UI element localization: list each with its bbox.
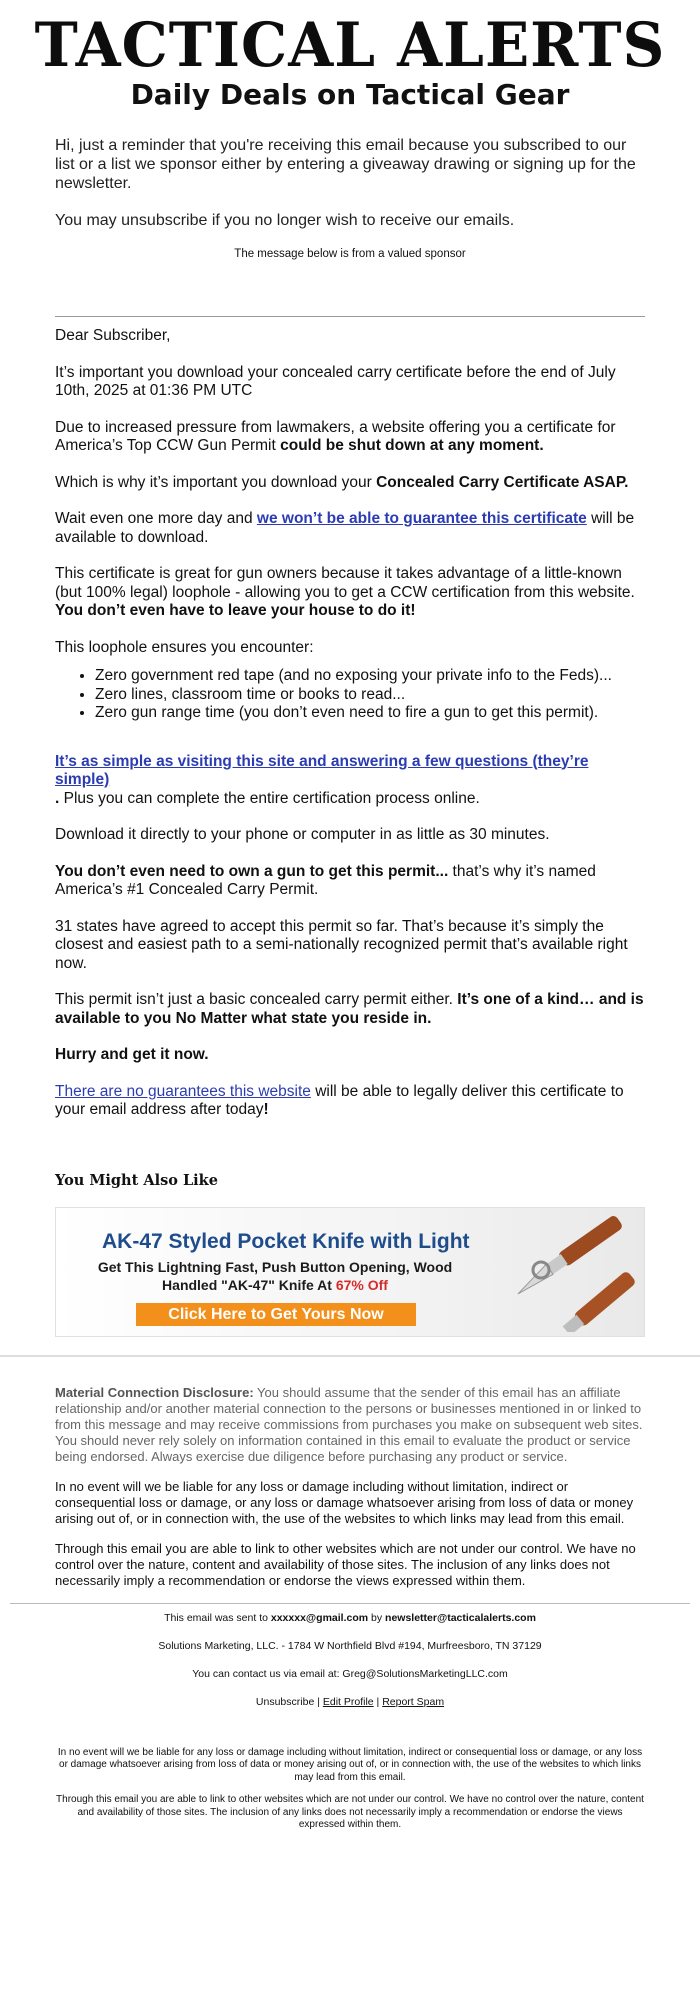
report-spam-link[interactable]: Report Spam	[382, 1695, 445, 1708]
footer-links: Unsubscribe | Edit Profile | Report Spam	[255, 1695, 445, 1708]
material-disclosure: Material Connection Disclosure: You should assume that the sender of this email has an affiliate relationship and/or another material connection to the persons or businesses mentioned in or linked to from this message and may receive commissions from purchases you make on subsequent web sites. You should never rely solely on information contained in this email to evaluate the product or service being endorsed. Always exercise due diligence before purchasing any product or service.	[55, 1384, 643, 1464]
brand-tagline: Daily Deals on Tactical Gear	[130, 78, 570, 111]
liability-text: In no event will we be liable for any loss or damage including without limitation, indirect or consequential loss or damage, or any loss or damage whatsoever arising from loss of data or money arising out of, or in connection with, the use of the websites to which links may lead from this email.	[55, 1478, 634, 1526]
paragraph-asap: Which is why it’s important you download your Concealed Carry Certificate ASAP.	[55, 473, 629, 491]
header-logo	[0, 0, 700, 112]
you-might-also-like-heading: You Might Also Like	[55, 1171, 218, 1189]
divider	[10, 1603, 690, 1604]
paragraph-deadline: It’s important you download your concealed carry certificate before the end of July 10th, 2025 at 01:36 PM UTC	[55, 363, 616, 399]
footer-liability: In no event will we be liable for any loss or damage including without limitation, indirect or consequential loss or damage, or any loss or damage whatsoever arising from loss of data or money arising out of, or in connection with, the use of the websites to which links may lead from this email.	[57, 1746, 643, 1783]
divider	[55, 316, 645, 317]
divider	[0, 1355, 700, 1357]
paragraph-hurry: Hurry and get it now.	[55, 1046, 209, 1063]
benefits-list	[55, 667, 645, 723]
ad-discount: 67% Off	[335, 1276, 388, 1293]
sponsor-note: The message below is from a valued sponsor	[234, 248, 466, 260]
contact-line: You can contact us via email at: Greg@SolutionsMarketingLLC.com	[192, 1667, 508, 1680]
disclosure-heading: Material Connection Disclosure:	[55, 1384, 254, 1400]
knife-ad-banner[interactable]	[55, 1207, 645, 1337]
greeting: Dear Subscriber,	[55, 327, 171, 344]
footer-legal	[0, 1747, 700, 1832]
paragraph-encounter: This loophole ensures you encounter:	[55, 638, 314, 656]
paragraph-no-guarantees: There are no guarantees this website will be able to legally deliver this certificate to your email address after today!	[55, 1082, 624, 1118]
paragraph-simple: It’s as simple as visiting this site and answering a few questions (they’re simple) . Plus you can complete the entire certification process online.	[55, 753, 645, 809]
paragraph-loophole: This certificate is great for gun owners because it takes advantage of a little-known (but 100% legal) loophole - allowing you to get a CCW certification from this website. You don’t even have to leave your house to do it!	[55, 565, 635, 619]
ad-subtitle: Get This Lightning Fast, Push Button Opening, Wood Handled "AK-47" Knife At 67% Off	[97, 1258, 453, 1293]
reminder-text: Hi, just a reminder that you're receiving this email because you subscribed to our list or a list we sponsor either by entering a giveaway drawing or signing up for the newsletter.	[55, 137, 636, 192]
footer	[0, 1612, 700, 1709]
ad-cta-button[interactable]: Click Here to Get Yours Now	[136, 1303, 416, 1326]
unsubscribe-note: You may unsubscribe if you no longer wish to receive our emails.	[55, 212, 515, 229]
simple-site-link[interactable]: It’s as simple as visiting this site and answering a few questions (they’re simple)	[55, 752, 589, 788]
sent-to-line: This email was sent to xxxxxx@gmail.com by newsletter@tacticalalerts.com	[164, 1611, 536, 1624]
intro-section	[55, 136, 645, 230]
list-item: • Zero lines, classroom time or books to read...	[95, 686, 645, 705]
unsubscribe-link[interactable]: Unsubscribe	[255, 1695, 315, 1708]
ad-title: AK-47 Styled Pocket Knife with Light	[102, 1229, 470, 1253]
footer-links-disclaimer: Through this email you are able to link to other websites which are not under our control. We have no control over the nature, content and availability of those sites. The inclusion of any links does not necessarily imply a recommendation or endorse the views expressed within them.	[56, 1794, 644, 1830]
no-guarantees-link[interactable]: There are no guarantees this website	[55, 1082, 311, 1100]
paragraph-one-of-a-kind: This permit isn’t just a basic concealed carry permit either. It’s one of a kind… and is available to you No Matter what state you reside in.	[55, 991, 644, 1027]
paragraph-no-gun: You don’t even need to own a gun to get this permit... that’s why it’s named America’s #1 Concealed Carry Permit.	[55, 862, 596, 898]
edit-profile-link[interactable]: Edit Profile	[322, 1695, 374, 1708]
list-item: • Zero gun range time (you don’t even need to fire a gun to get this permit).	[95, 704, 645, 723]
paragraph-pressure: Due to increased pressure from lawmakers, a website offering you a certificate for America’s Top CCW Gun Permit could be shut down at any moment.	[55, 418, 616, 454]
knife-image-icon	[511, 1212, 645, 1332]
paragraph-download: Download it directly to your phone or computer in as little as 30 minutes.	[55, 826, 550, 843]
message-body	[55, 327, 645, 1120]
guarantee-link[interactable]: we won’t be able to guarantee this certificate	[256, 510, 587, 527]
paragraph-states: 31 states have agreed to accept this permit so far. That’s because it’s simply the closest and easiest path to a semi-nationally recognized permit that’s available right now.	[55, 917, 628, 972]
paragraph-wait: Wait even one more day and we won’t be able to guarantee this certificate will be available to download.	[55, 510, 635, 546]
legal-section	[55, 1479, 645, 1589]
list-item: • Zero government red tape (and no exposing your private info to the Feds)...	[95, 667, 645, 686]
company-address: Solutions Marketing, LLC. - 1784 W Northfield Blvd #194, Murfreesboro, TN 37129	[158, 1639, 542, 1652]
brand-title: TACTICAL ALERTS	[34, 9, 666, 81]
links-text: Through this email you are able to link to other websites which are not under our control. We have no control over the nature, content and availability of those sites. The inclusion of any links does not necessarily imply a recommendation or endorse the views expressed within them.	[55, 1540, 636, 1588]
